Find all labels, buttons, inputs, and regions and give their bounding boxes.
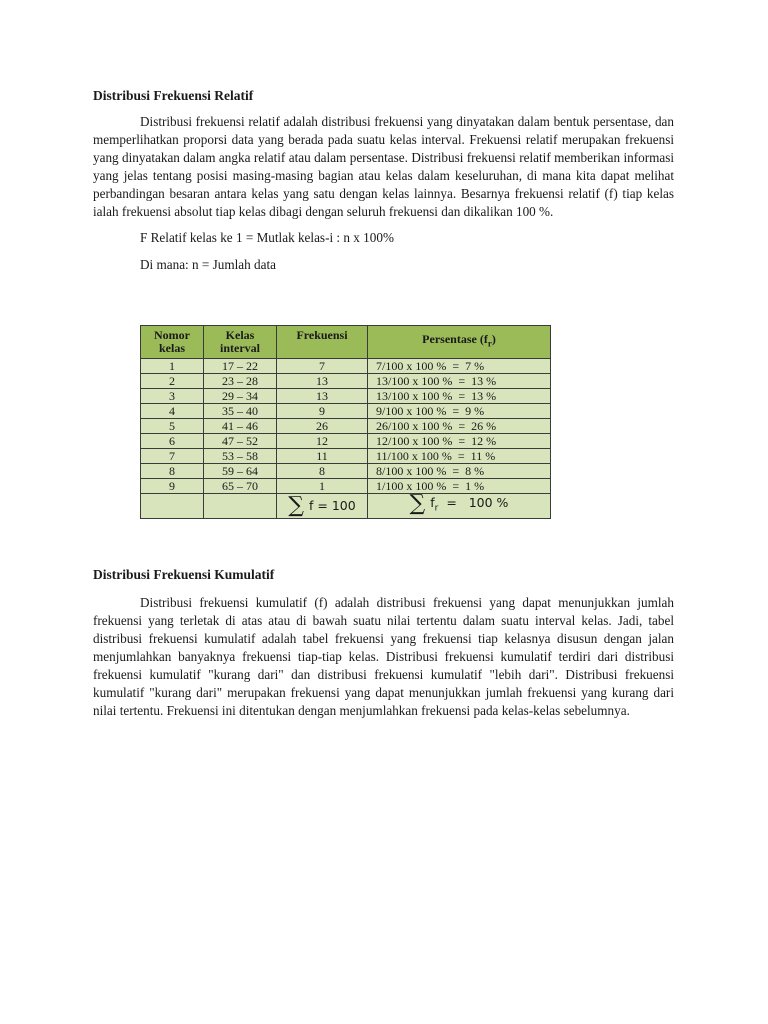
section-title-relatif: Distribusi Frekuensi Relatif — [93, 88, 254, 103]
table-body — [141, 359, 551, 494]
cell-frekuensi: 12 — [277, 434, 368, 449]
cell-persentase: 9/100 x 100 % = 9 % — [368, 404, 551, 419]
table-row — [141, 464, 551, 479]
document-page — [93, 87, 674, 718]
cell-persentase: 7/100 x 100 % = 7 % — [368, 359, 551, 374]
table-row — [141, 389, 551, 404]
sigma-symbol: ∑ — [288, 493, 305, 519]
cell-nomor: 6 — [141, 434, 204, 449]
table-sum-row — [141, 494, 551, 519]
paragraph-kumulatif: Distribusi frekuensi kumulatif (f) adalah distribusi frekuensi yang dapat menunjukkan jumlah frekuensi yang terletak di atas atau di bawah suatu nilai tertentu dalam suatu interval kelas. Jadi, tabel distribusi frekuensi kumulatif adalah tabel frekuensi yang frekuensi tiap kelasnya disusun dengan jalan menjumlahkan banyaknya frekuensi tiap-tiap kelas. Distribusi frekuensi kumulatif terdiri dari distribusi frekuensi kumulatif "kurang dari" dan distribusi frekuensi kumulatif "lebih dari". Distribusi frekuensi kumulatif "kurang dari" merupakan frekuensi yang dapat menunjukkan jumlah frekuensi yang kurang dari nilai tertentu. Frekuensi ini ditentukan dengan menjumlahkan frekuensi pada kelas-kelas sebelumnya. — [93, 595, 674, 718]
cell-frekuensi: 9 — [277, 404, 368, 419]
cell-interval: 47 – 52 — [204, 434, 277, 449]
sum-empty-1 — [141, 494, 204, 519]
cell-interval: 53 – 58 — [204, 449, 277, 464]
cell-persentase: 13/100 x 100 % = 13 % — [368, 389, 551, 404]
section-title-kumulatif: Distribusi Frekuensi Kumulatif — [93, 567, 275, 582]
table-row — [141, 374, 551, 389]
cell-interval: 59 – 64 — [204, 464, 277, 479]
table-row — [141, 434, 551, 449]
cell-frekuensi: 1 — [277, 479, 368, 494]
cell-persentase: 11/100 x 100 % = 11 % — [368, 449, 551, 464]
sum-frekuensi: ∑ f = 100 — [277, 494, 368, 519]
table-row — [141, 449, 551, 464]
header-nomor-kelas: Nomor kelas — [141, 326, 204, 359]
cell-interval: 29 – 34 — [204, 389, 277, 404]
cell-frekuensi: 8 — [277, 464, 368, 479]
cell-interval: 35 – 40 — [204, 404, 277, 419]
cell-frekuensi: 13 — [277, 389, 368, 404]
cell-persentase: 26/100 x 100 % = 26 % — [368, 419, 551, 434]
paragraph-relatif: Distribusi frekuensi relatif adalah distribusi frekuensi yang dinyatakan dalam bentuk persentase, dan memperlihatkan proporsi data yang berada pada suatu kelas interval. Frekuensi relatif merupakan frekuensi yang dinyatakan dalam angka relatif atau dalam persentase. Distribusi frekuensi relatif memberikan informasi yang jelas tentang posisi masing-masing bagian atau kelas dalam keseluruhan, di mana kita dapat melihat perbandingan besaran antara kelas yang satu dengan kelas lainnya. Besarnya frekuensi relatif (f) tiap kelas ialah frekuensi absolut tiap kelas dibagi dengan seluruh frekuensi dan dikalikan 100 %. — [93, 114, 674, 219]
section-kumulatif — [93, 566, 674, 720]
cell-interval: 65 – 70 — [204, 479, 277, 494]
cell-persentase: 1/100 x 100 % = 1 % — [368, 479, 551, 494]
cell-persentase: 8/100 x 100 % = 8 % — [368, 464, 551, 479]
cell-interval: 23 – 28 — [204, 374, 277, 389]
cell-nomor: 9 — [141, 479, 204, 494]
cell-frekuensi: 11 — [277, 449, 368, 464]
formula-where: Di mana: n = Jumlah data — [140, 257, 276, 272]
cell-nomor: 7 — [141, 449, 204, 464]
cell-nomor: 1 — [141, 359, 204, 374]
table-row — [141, 404, 551, 419]
formula-relatif: F Relatif kelas ke 1 = Mutlak kelas-i : n x 100% — [140, 230, 394, 245]
cell-interval: 17 – 22 — [204, 359, 277, 374]
sum-empty-2 — [204, 494, 277, 519]
sigma-symbol: ∑ — [409, 490, 426, 516]
cell-nomor: 2 — [141, 374, 204, 389]
table-row — [141, 479, 551, 494]
frequency-table — [140, 325, 551, 519]
cell-frekuensi: 13 — [277, 374, 368, 389]
cell-nomor: 8 — [141, 464, 204, 479]
cell-frekuensi: 7 — [277, 359, 368, 374]
cell-nomor: 5 — [141, 419, 204, 434]
table-row — [141, 359, 551, 374]
table-row — [141, 419, 551, 434]
header-persentase: Persentase $(f_r)$ — [368, 326, 551, 359]
table-header-row — [141, 326, 551, 359]
header-frekuensi: Frekuensi — [277, 326, 368, 359]
cell-nomor: 3 — [141, 389, 204, 404]
header-kelas-interval: Kelas interval — [204, 326, 277, 359]
cell-nomor: 4 — [141, 404, 204, 419]
cell-persentase: 12/100 x 100 % = 12 % — [368, 434, 551, 449]
cell-frekuensi: 26 — [277, 419, 368, 434]
sum-persentase: ∑ $f_r = 100$ % — [368, 494, 551, 519]
cell-interval: 41 – 46 — [204, 419, 277, 434]
cell-persentase: 13/100 x 100 % = 13 % — [368, 374, 551, 389]
